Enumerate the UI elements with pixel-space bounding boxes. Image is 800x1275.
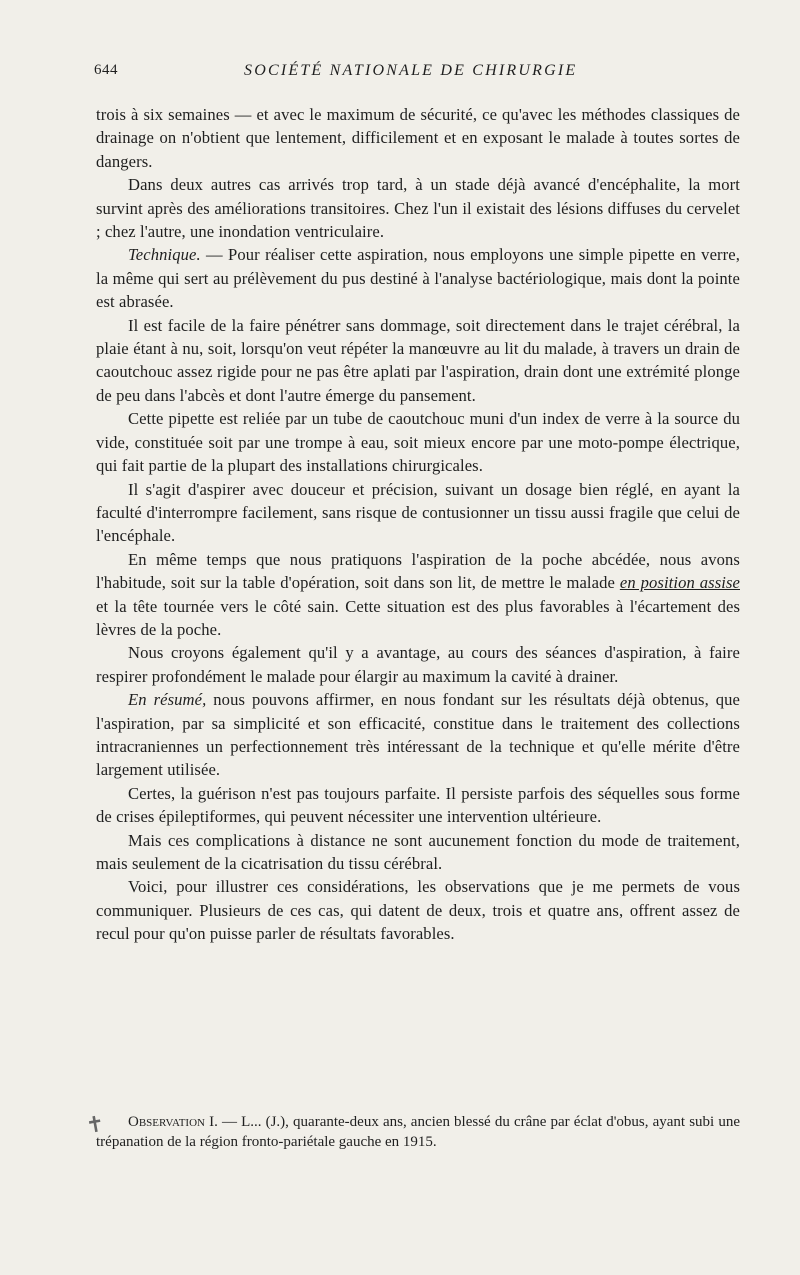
observation-label: Observation I. — [128, 1114, 218, 1130]
technique-text: — Pour réaliser cette aspiration, nous employons une simple pipette en verre, la même qui sert au prélèvement du pus destiné à l'analyse bactériologique, mais dont la pointe est abrasée. — [96, 245, 740, 312]
observation-block — [96, 1112, 740, 1152]
paragraph-aspiration-dosage: Il s'agit d'aspirer avec douceur et précision, suivant un dosage bien réglé, en ayant la faculté d'interrompre facilement, sans risque de contusionner un tissu aussi fragile que celui de l'encéphale. — [96, 479, 740, 546]
margin-mark: ✝ — [83, 1110, 107, 1139]
paragraph-breathing: Nous croyons également qu'il y a avantage, au cours des séances d'aspiration, à faire respirer profondément le malade pour élargir au maximum la cavité à drainer. — [96, 643, 740, 686]
technique-heading: Technique. — [128, 245, 201, 265]
position-text-before: En même temps que nous pratiquons l'aspiration de la poche abcédée, nous avons l'habitude, soit sur la table d'opération, soit dans son lit, de mettre le malade — [96, 549, 740, 593]
running-title: SOCIÉTÉ NATIONALE DE CHIRURGIE — [244, 62, 578, 79]
paragraph-continuation: trois à six semaines — et avec le maximum de sécurité, ce qu'avec les méthodes classiques de drainage on n'obtient que lentement, difficilement et en exposant le malade à toutes sortes de dangers. — [96, 105, 740, 171]
position-text-after: et la tête tournée vers le côté sain. Cette situation est des plus favorables à l'écartement des lèvres de la poche. — [96, 596, 740, 639]
paragraph-observations-intro: Voici, pour illustrer ces considérations, les observations que je me permets de vous communiquer. Plusieurs de ces cas, qui datent de deux, trois et quatre ans, offrent assez de recul pour qu'on puisse parler de résultats favorables. — [96, 877, 740, 944]
observation-text: — L... (J.), quarante-deux ans, ancien blessé du crâne par éclat d'obus, ayant subi une trépanation de la région fronto-pariétale gauche en 1915. — [96, 1114, 740, 1150]
summary-heading: En résumé, — [128, 690, 207, 710]
observation-paragraph — [96, 1112, 740, 1152]
summary-text: nous pouvons affirmer, en nous fondant sur les résultats déjà obtenus, que l'aspiration, par sa simplicité et son efficacité, constitue dans le traitement des collections intracraniennes un perfectionnement très intéressant de la technique et qu'elle mérite d'être largement utilisée. — [96, 690, 741, 780]
paragraph-sequelae: Certes, la guérison n'est pas toujours parfaite. Il persiste parfois des séquelles sous forme de crises épileptiformes, qui peuvent nécessiter une intervention ultérieure. — [96, 783, 740, 827]
body-text — [96, 103, 740, 946]
paragraph-encephalitis-cases: Dans deux autres cas arrivés trop tard, à un stade déjà avancé d'encéphalite, la mort survint après des améliorations transitoires. Chez l'un il existait des lésions diffuses du cervelet ; chez l'autre, une inondation ventriculaire. — [96, 175, 740, 242]
page-number: 644 — [94, 62, 118, 78]
paragraph-summary — [96, 688, 740, 782]
paragraph-pipette: Cette pipette est reliée par un tube de caoutchouc muni d'un index de verre à la source du vide, constituée soit par une trompe à eau, soit mieux encore par une moto-pompe électrique, qui fait partie de la plupart des installations chirurgicales. — [96, 409, 740, 476]
paragraph-position — [96, 548, 740, 642]
paragraph-complications: Mais ces complications à distance ne sont aucunement fonction du mode de traitement, mais seulement de la cicatrisation du tissu cérébral. — [96, 830, 740, 873]
position-emphasis: en position assise — [619, 573, 740, 593]
paragraph-technique — [96, 243, 740, 313]
running-header — [94, 62, 740, 86]
paragraph-insertion: Il est facile de la faire pénétrer sans dommage, soit directement dans le trajet cérébral, la plaie étant à nu, soit, lorsqu'on veut répéter la manœuvre au lit du malade, à travers un drain de caoutchouc assez rigide pour ne pas être aplati par l'aspiration, drain dont une extrémité plonge de peu dans l'abcès et dont l'autre émerge du pansement. — [96, 315, 740, 405]
